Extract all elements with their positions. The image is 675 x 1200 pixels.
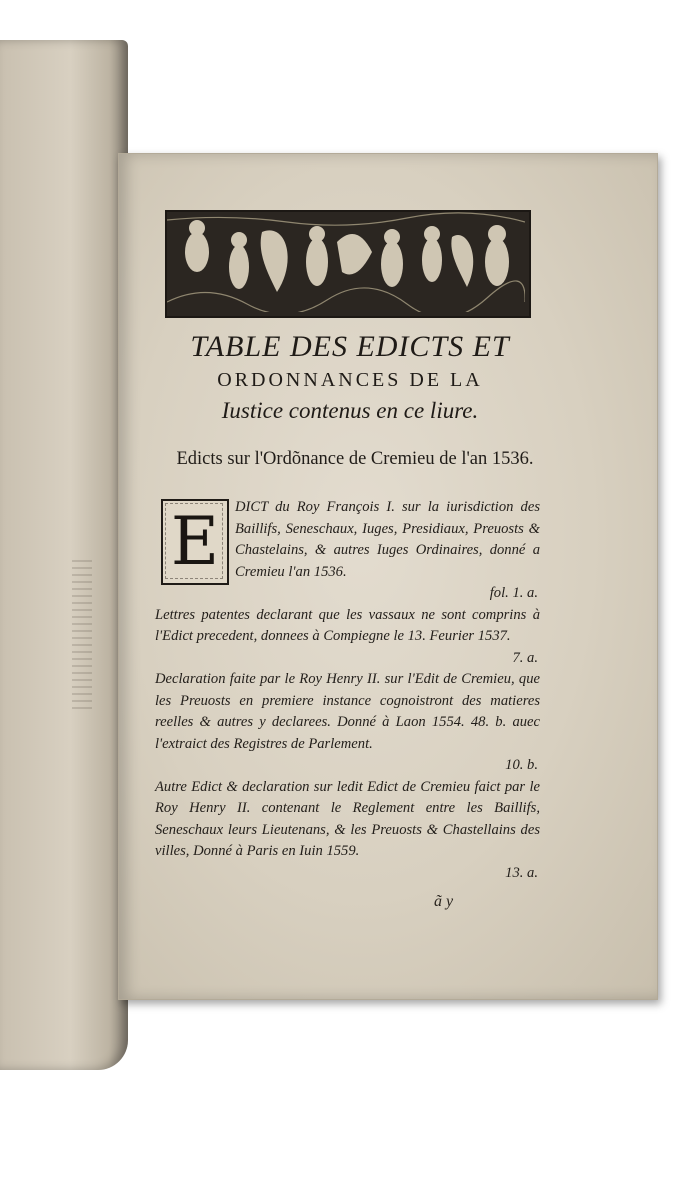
signature-mark: ã y (434, 893, 454, 910)
list-item (155, 497, 540, 605)
title-line-3: Iustice contenus en ce liure. (221, 398, 479, 423)
entry-text: Declaration faite par le Roy Henry II. sur l'Edit de Cremieu, que les Preuosts en premiere instance cognoistront des matieres reelles & autres y declarees. Donné à Laon 1554. 48. b. auec l'extraict des Registres de Parlement. (155, 671, 540, 752)
title-line-2: ORDONNANCES DE LA (217, 369, 483, 391)
entry-list (155, 497, 540, 884)
entry-folio-ref: fol. 1. a. (489, 585, 538, 601)
left-page (0, 40, 128, 1070)
section-heading: Edicts sur l'Ordõnance de Cremieu de l'an 1536. (176, 449, 534, 469)
title-line-1: TABLE DES EDICTS ET (190, 330, 510, 363)
list-item (155, 605, 540, 670)
entry-text: Lettres patentes declarant que les vassaux ne sont comprins à l'Edict precedent, donnees à Compiegne le 13. Feurier 1537. (155, 606, 540, 644)
list-item (155, 777, 540, 885)
entry-folio-ref: 13. a. (505, 864, 538, 881)
entry-text: Autre Edict & declaration sur ledit Edict de Cremieu faict par le Roy Henry II. contenant le Reglement entre les Baillifs, Seneschaux leurs Lieutenans, & les Preuosts & Chastellains des villes, Donné à Paris en Iuin 1559. (155, 778, 540, 859)
list-item (155, 669, 540, 777)
dropcap-initial (161, 499, 229, 585)
entry-text: DICT du Roy François I. sur la iurisdiction des Baillifs, Seneschaux, Iuges, Presidiaux, Preuosts & Chastelains, & autres Iuges Ordinaires, donné a Cremieu l'an 1536. (235, 499, 540, 580)
dropcap-letter: E (170, 503, 220, 580)
bleed-through-marks (72, 560, 92, 710)
headpiece-ornament (165, 210, 531, 318)
entry-folio-ref: 10. b. (505, 757, 538, 773)
entry-folio-ref: 7. a. (512, 649, 538, 666)
